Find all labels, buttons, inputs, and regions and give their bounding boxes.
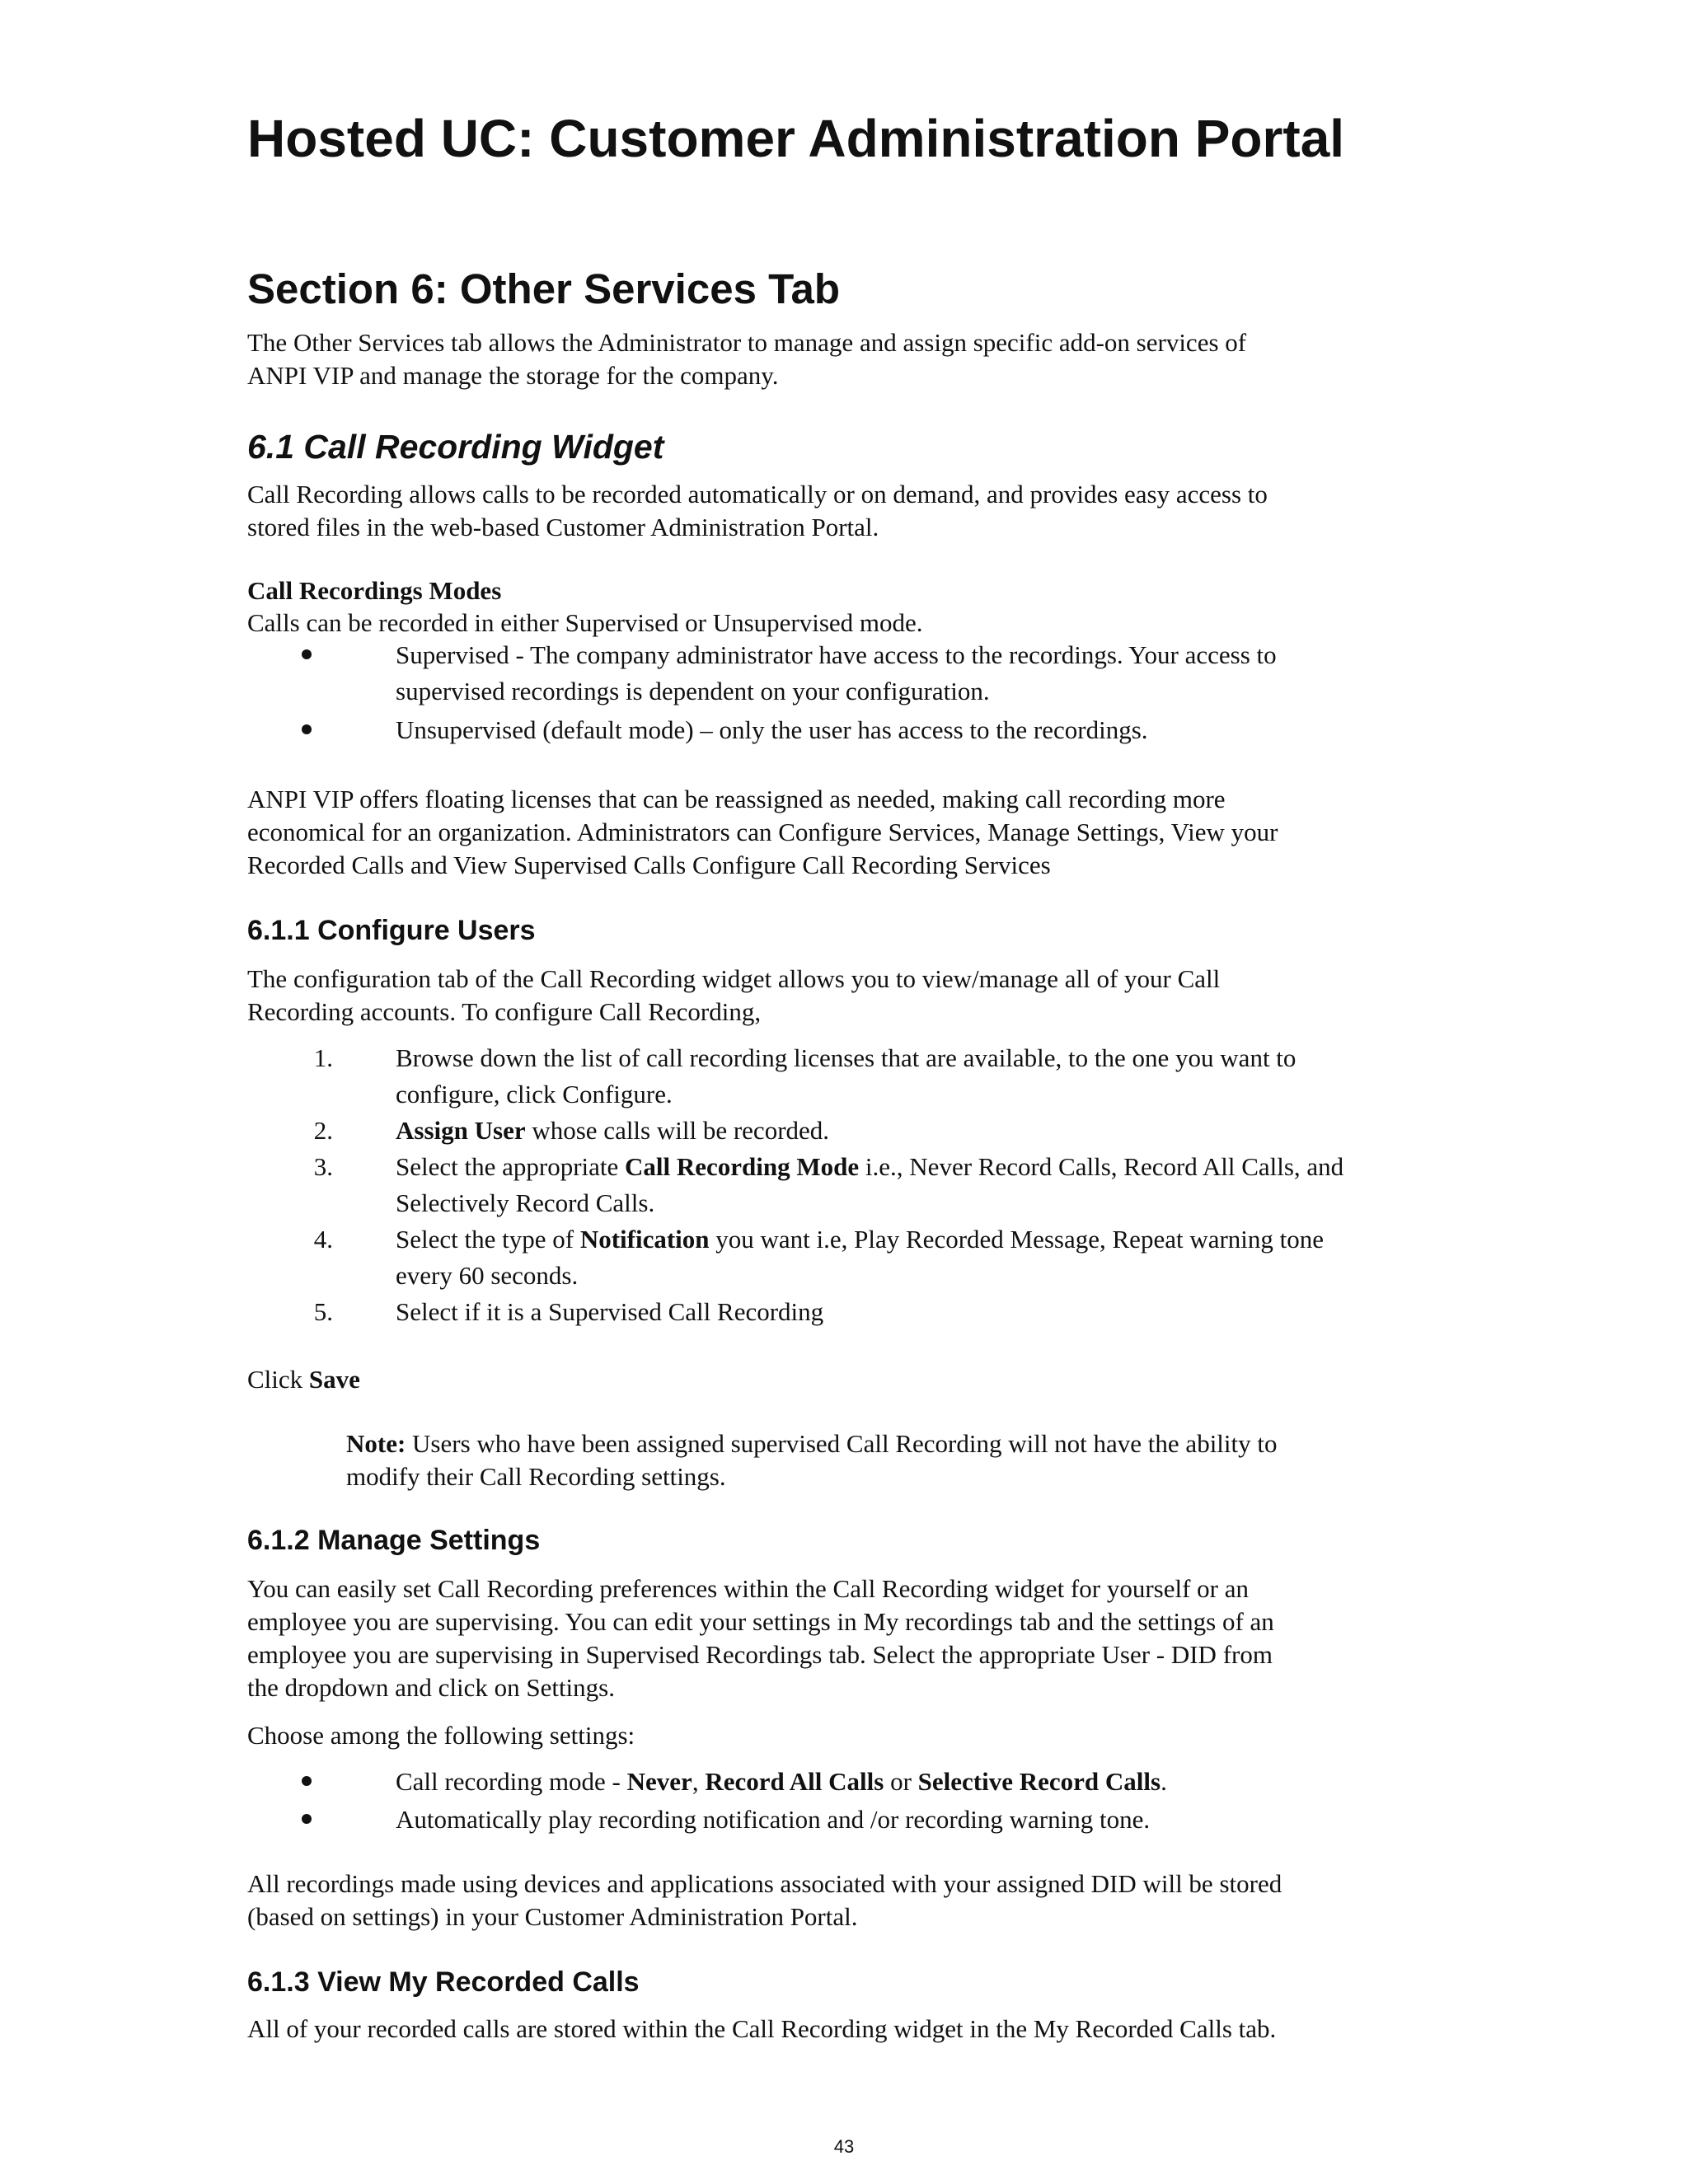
s612-intro-line-1: You can easily set Call Recording preferences within the Call Recording widget for yourself or an [247,1574,1249,1603]
s612-intro-line-3: employee you are supervising in Supervised Recordings tab. Select the appropriate User - DID from [247,1640,1273,1669]
step-2: 2. Assign User whose calls will be recorded. [313,1116,830,1145]
section-title: Section 6: Other Services Tab [247,265,840,312]
s61-intro-line-1: Call Recording allows calls to be recorded automatically or on demand, and provides easy access to [247,480,1268,509]
modes-heading: Call Recordings Modes [247,576,502,605]
subsection-6-1-1-title: 6.1.1 Configure Users [247,915,536,946]
s611-intro-line-1: The configuration tab of the Call Recording widget allows you to view/manage all of your Call [247,964,1221,993]
mode-bullet-unsupervised: Unsupervised (default mode) – only the user has access to the recordings. [297,712,1434,748]
s612-intro-line-4: the dropdown and click on Settings. [247,1673,615,1702]
licenses-line-1: ANPI VIP offers floating licenses that can be reassigned as needed, making call recording more [247,785,1226,813]
modes-intro: Calls can be recorded in either Supervised or Unsupervised mode. [247,608,923,637]
s612-intro-line-2: employee you are supervising. You can edit your settings in My recordings tab and the settings of an [247,1607,1274,1636]
step-4: 4. Select the type of Notification you want i.e, Play Recorded Message, Repeat warning tone every 60 seconds. [313,1225,1325,1290]
bullet-marker [302,1776,312,1786]
step-3: 3. Select the appropriate Call Recording Mode i.e., Never Record Calls, Record All Calls, and Selectively Record Calls. [313,1152,1344,1217]
bullet-marker [302,724,312,734]
storage-line-1: All recordings made using devices and applications associated with your assigned DID will be stored [247,1869,1282,1898]
subsection-6-1-2-title: 6.1.2 Manage Settings [247,1525,541,1556]
s611-intro-line-2: Recording accounts. To configure Call Recording, [247,997,762,1026]
step-5: 5. Select if it is a Supervised Call Recording [313,1297,824,1326]
s613-intro: All of your recorded calls are stored within the Call Recording widget in the My Recorded Calls tab. [247,2014,1277,2043]
choose-settings-line: Choose among the following settings: [247,1721,635,1750]
s61-intro-line-2: stored files in the web-based Customer Administration Portal. [247,513,879,541]
section-intro-line-2: ANPI VIP and manage the storage for the company. [247,361,779,390]
settings-bullet-mode: Call recording mode - Never, Record All Calls or Selective Record Calls. [297,1764,1434,1800]
settings-bullet-notification: Automatically play recording notification and /or recording warning tone. [297,1802,1434,1838]
bullet-marker [302,649,312,659]
licenses-line-2: economical for an organization. Administrators can Configure Services, Manage Settings, View your [247,818,1278,846]
subsection-6-1-title: 6.1 Call Recording Widget [247,428,664,466]
document-title: Hosted UC: Customer Administration Portal [247,109,1345,168]
page-number: 43 [833,2136,855,2157]
mode-bullet-supervised: Supervised - The company administrator have access to the recordings. Your access to supervised recordings is dependent on your configuration. [297,637,1434,710]
section-intro-line-1: The Other Services tab allows the Administrator to manage and assign specific add-on services of [247,328,1247,357]
step-1: 1. Browse down the list of call recording licenses that are available, to the one you want to configure, click Configure. [313,1043,1296,1108]
note-block: Note: Users who have been assigned supervised Call Recording will not have the ability to modify their Call Recording settings. [346,1429,1278,1491]
storage-line-2: (based on settings) in your Customer Administration Portal. [247,1902,858,1931]
click-save-line: Click Save [247,1365,360,1394]
subsection-6-1-3-title: 6.1.3 View My Recorded Calls [247,1966,640,1998]
licenses-line-3: Recorded Calls and View Supervised Calls Configure Call Recording Services [247,851,1051,879]
bullet-marker [302,1814,312,1824]
